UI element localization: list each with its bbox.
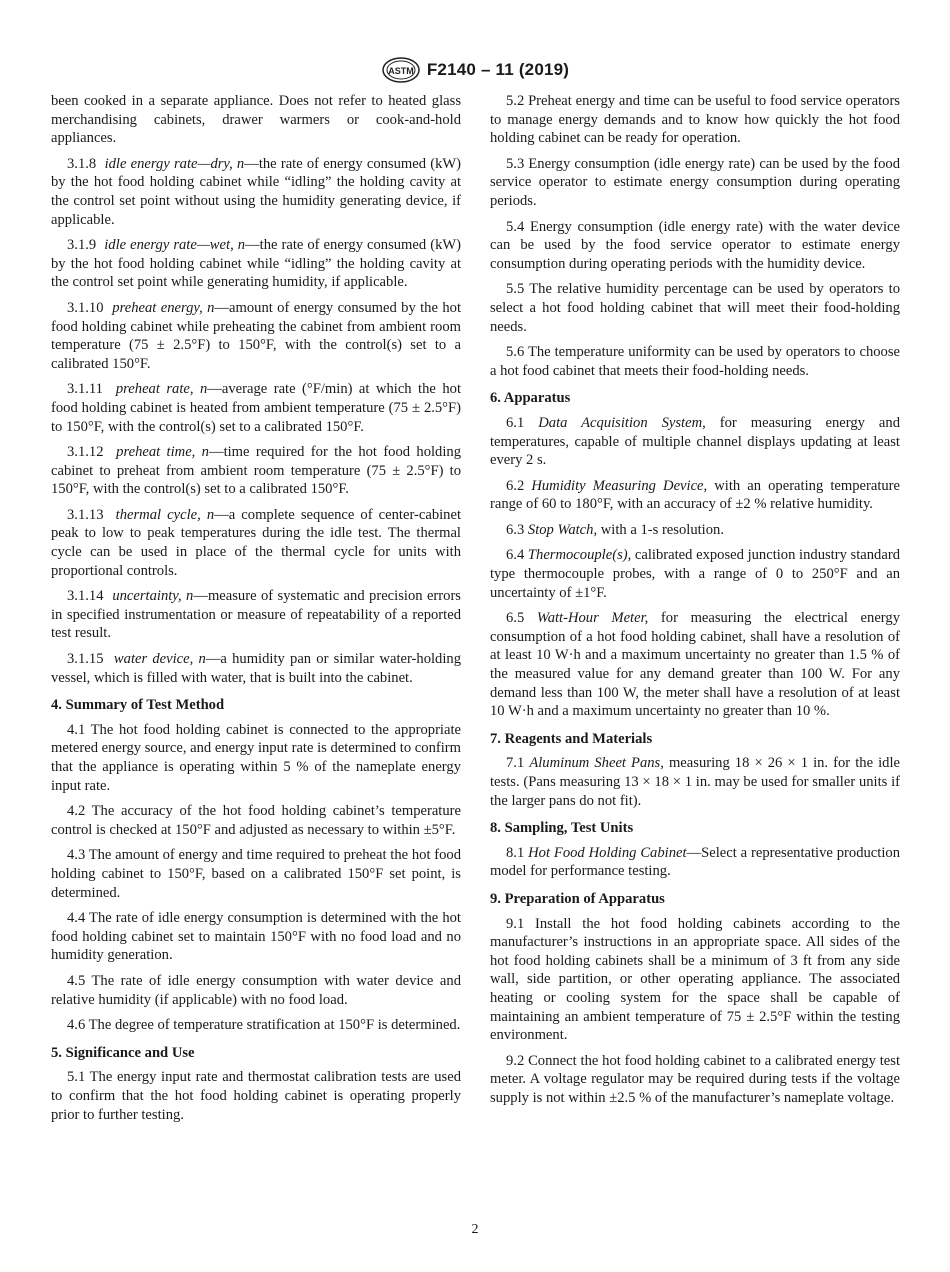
definition-term: preheat rate, n	[115, 381, 208, 398]
section-heading-6: 6. Apparatus	[490, 390, 571, 407]
definition-term: preheat energy, n	[112, 299, 215, 316]
paragraph-5-5: 5.5 The relative humidity percentage can be used by operators to select a hot food holding cabinet that will meet their food-holding needs.	[490, 281, 900, 335]
paragraph-6-2: 6.2 Humidity Measuring Device, with an operating temperature range of 60 to 180°F, with an accuracy of ±2 % relative humidity.	[490, 477, 901, 513]
definition-term: idle energy rate—dry, n	[104, 155, 245, 172]
section-heading-7: 7. Reagents and Materials	[490, 730, 653, 747]
paragraph-6-4: 6.4 Thermocouple(s), calibrated exposed junction industry standard type thermocouple probes, with a range of 0 to 250°F and an uncertainty of ±1°F.	[490, 547, 900, 601]
paragraph-9-1: 9.1 Install the hot food holding cabinets according to the manufacturer’s instructions in an appropriate space. All sides of the hot food holding cabinets shall be a minimum of 3 ft from any side wall, side partition, or other operating appliance. The associated heating or cooling system for the space shall be capable of maintaining an ambient temperature of 75 ± 2.5°F within the testing environment.	[490, 915, 900, 1044]
definition-term: preheat time, n	[116, 444, 209, 461]
definition-term: water device, n	[113, 651, 206, 668]
material-term: Aluminum Sheet Pans,	[529, 755, 664, 772]
paragraph-6-1: 6.1 Data Acquisition System, for measuring energy and temperatures, capable of multiple channel displays updating at least every 2 s.	[490, 414, 900, 469]
paragraph-5-4: 5.4 Energy consumption (idle energy rate) with the water device can be used by the food service operator to estimate energy consumption during operating periods with the humidity device.	[490, 218, 900, 272]
paragraph-6-3: 6.3 Stop Watch, with a 1-s resolution.	[506, 521, 724, 538]
section-heading-9: 9. Preparation of Apparatus	[490, 890, 665, 907]
section-heading-4: 4. Summary of Test Method	[51, 697, 225, 714]
apparatus-term: Humidity Measuring Device,	[531, 477, 708, 494]
section-heading-5: 5. Significance and Use	[51, 1044, 195, 1061]
definition-3-1-9: 3.1.9 idle energy rate—wet, n—the rate of energy consumed (kW) by the hot food holding cabinet while “idling” the holding cavity at the control set point while generating humidity, if applicable.	[51, 237, 461, 291]
definition-3-1-15: 3.1.15 water device, n—a humidity pan or similar water-holding vessel, which is filled with water, that is built into the cabinet.	[51, 651, 461, 686]
definition-3-1-12: 3.1.12 preheat time, n—time required for the hot food holding cabinet to preheat from ambient room temperature (75 ± 2.5°F) to 150°F, with the control(s) set to a calibrated 150°F.	[51, 444, 462, 498]
document-id: F2140 – 11 (2019)	[426, 60, 570, 79]
paragraph-4-5: 4.5 The rate of idle energy consumption with water device and relative humidity (if applicable) with no food load.	[51, 972, 461, 1008]
definition-3-1-8: 3.1.8 idle energy rate—dry, n—the rate of energy consumed (kW) by the hot food holding cabinet while “idling” the holding cavity at the control set point without using the humidity generating device, if applicable.	[51, 155, 461, 228]
svg-text:ASTM: ASTM	[388, 66, 414, 76]
paragraph-4-6: 4.6 The degree of temperature stratification at 150°F is determined.	[67, 1017, 461, 1034]
paragraph-9-2: 9.2 Connect the hot food holding cabinet to a calibrated energy test meter. A voltage regulator may be required during tests if the voltage supply is not within ±2.5 % of the manufacturer’s nameplate voltage.	[490, 1052, 900, 1106]
definition-3-1-13: 3.1.13 thermal cycle, n—a complete sequence of center-cabinet peak to low to peak temperatures during the idle test. The thermal cycle can be used in place of the thermal cycle for units with proportional controls.	[51, 506, 462, 579]
paragraph-continued: been cooked in a separate appliance. Does not refer to heated glass merchandising cabinets, drawer warmers or cook-and-hold appliances.	[51, 93, 461, 147]
definition-3-1-11: 3.1.11 preheat rate, n—average rate (°F/min) at which the hot food holding cabinet is heated from ambient temperature (75 ± 2.5°F) to 150°F, with the control(s) set to a calibrated 150°F.	[51, 381, 461, 435]
paragraph-4-3: 4.3 The amount of energy and time required to preheat the hot food holding cabinet to 150°F, based on a calibrated 150°F set point, is determined.	[51, 847, 461, 901]
paragraph-8-1: 8.1 Hot Food Holding Cabinet—Select a representative production model for performance testing.	[490, 844, 900, 880]
section-heading-8: 8. Sampling, Test Units	[490, 820, 634, 837]
paragraph-4-2: 4.2 The accuracy of the hot food holding cabinet’s temperature control is checked at 150°F and adjusted as necessary to within ±5°F.	[51, 803, 461, 838]
apparatus-term: Thermocouple(s),	[527, 547, 632, 564]
sampling-term: Hot Food Holding Cabinet	[528, 844, 687, 861]
apparatus-term: Data Acquisition System,	[538, 414, 706, 431]
left-column	[51, 92, 461, 1131]
definition-term: thermal cycle, n	[115, 506, 215, 523]
right-column	[490, 92, 900, 1115]
paragraph-5-3: 5.3 Energy consumption (idle energy rate) can be used by the food service operator to estimate energy consumption during operating periods.	[490, 155, 900, 209]
paragraph-4-4: 4.4 The rate of idle energy consumption is determined with the hot food holding cabinet set to maintain 150°F with no food load and no humidity generation.	[51, 910, 461, 964]
definition-term: uncertainty, n	[112, 588, 194, 605]
definition-3-1-14: 3.1.14 uncertainty, n—measure of systematic and precision errors in specified instrumentation or measure of repeatability of a reported test result.	[51, 588, 461, 642]
paragraph-5-2: 5.2 Preheat energy and time can be useful to food service operators to manage energy demands and to know how quickly the hot food holding cabinet can be ready for operation.	[490, 93, 900, 147]
astm-logo-icon	[381, 56, 421, 84]
paragraph-5-1: 5.1 The energy input rate and thermostat calibration tests are used to confirm that the hot food holding cabinet is operating properly prior to further testing.	[51, 1069, 461, 1123]
apparatus-term: Stop Watch,	[527, 521, 598, 538]
paragraph-4-1: 4.1 The hot food holding cabinet is connected to the appropriate metered energy source, and energy input rate is determined to confirm that the appliance is operating within 5 % of the nameplate energy input rate.	[51, 721, 461, 794]
paragraph-5-6: 5.6 The temperature uniformity can be used by operators to choose a hot food cabinet that meets their food-holding needs.	[490, 344, 900, 379]
paragraph-7-1: 7.1 Aluminum Sheet Pans, measuring 18 × 26 × 1 in. for the idle tests. (Pans measuring 13 × 18 × 1 in. may be used for smaller units if the larger pans do not fit).	[490, 755, 900, 809]
apparatus-term: Watt-Hour Meter,	[536, 610, 649, 627]
definition-3-1-10: 3.1.10 preheat energy, n—amount of energy consumed by the hot food holding cabinet while preheating the cabinet from ambient room temperature (75 ± 2.5°F) to 150°F, with the control(s) set to a calibrated 150°F.	[51, 299, 462, 372]
definition-term: idle energy rate—wet, n	[104, 237, 246, 254]
paragraph-6-5: 6.5 Watt-Hour Meter, for measuring the electrical energy consumption of a hot food holding cabinet, shall have a resolution of at least 10 W·h and a maximum uncertainty no greater than 1.5 % of the measured value for any demand greater than 100 W. For any demand less than 100 W, the meter shall have a resolution of at least 10 W·h and a maximum uncertainty no greater than 10 %.	[490, 610, 900, 720]
page-number: 2	[471, 1222, 479, 1237]
page-header	[0, 56, 950, 84]
